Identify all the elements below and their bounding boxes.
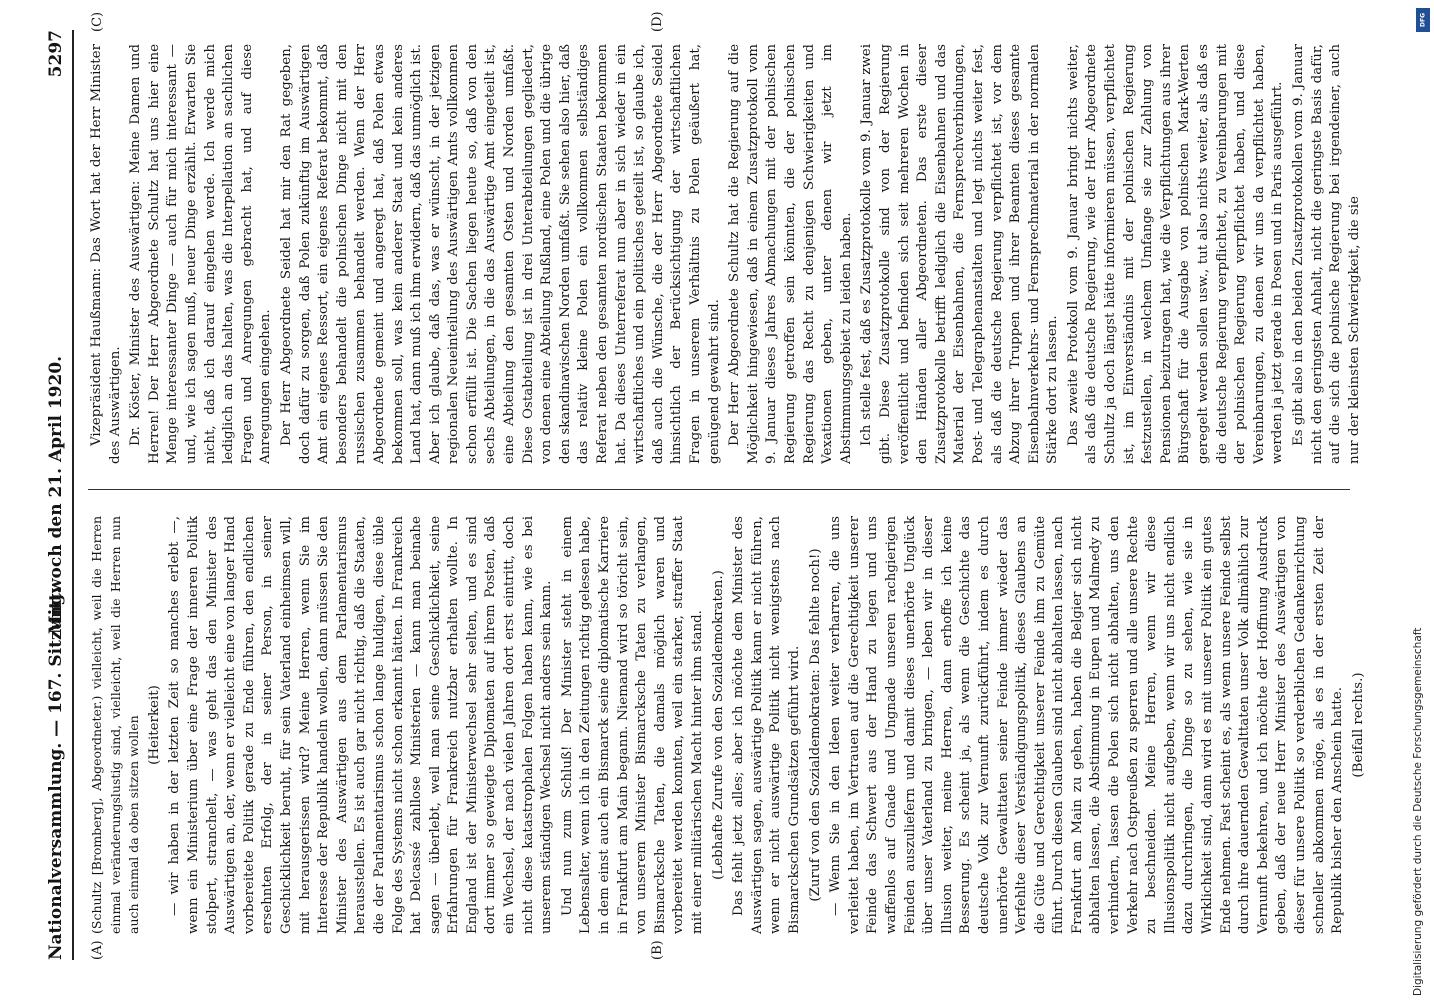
left-column (88, 516, 1370, 934)
paragraph: Es gibt also in den beiden Zusatzprotokollen vom 9. Januar nicht den geringsten Anhalt, nicht die geringste Basis dafür, auf die sich die polnische Regierung bei irgendeiner, auch nur der kleinsten Schwierigkeit, die sie (1291, 44, 1362, 464)
header-left: Nationalversammlung. — 167. Sitzung. (46, 587, 66, 960)
paragraph: — Wenn Sie in den Ideen weiter verharren, die uns verleitet haben, im Vertrauen auf die Gerechtigkeit unserer Feinde das Schwert aus der Hand zu legen und uns waffenlos auf Gnade und Ungnade unseren rachgierigen Feinden auszuliefern und damit dieses unerhörte Unglück über unser Vaterland zu bringen, — leben wir in dieser Illusion weiter, meine Herren, dann erhoffe ich keine Besserung. Es scheint ja, als wenn die Geschichte das deutsche Volk zur Vernunft zurückführt, indem es durch unerhörte Gewalttaten seiner Feinde immer wieder das Verfehlte dieser Verständigungspolitik, dieses Glaubens an die Güte und Gerechtigkeit unserer Feinde ihm zu Gemüte führt. Durch diesen Glauben sind nicht abhalten lassen, nach Frankfurt am Main zu gehen, haben die Belgier sich nicht abhalten lassen, die Abstimmung in Eupen und Malmedy zu verhindern, lassen die Polen sich nicht abhalten, uns den Verkehr nach Ostpreußen zu sperren und alle unsere Rechte zu beschneiden. Meine Herren, wenn wir diese Illusionspolitik nicht aufgeben, wenn wir uns nicht endlich dazu durchringen, die Dinge so zu sehen, wie sie in Wirklichkeit sind, dann wird es mit unserer Politik ein gutes Ende nehmen. Fast scheint es, als wenn unsere Feinde selbst durch ihre dauernden Gewalttaten unser Volk allmählich zur Vernunft bekehren, und ich möchte der Hoffnung Ausdruck geben, daß der neue Herr Minister des Auswärtigen von dieser für unsere Politik so verderblichen Gedankenrichtung schneller abkommen möge, als es in der ersten Zeit der Republik bisher den Anschein hatte. (828, 516, 1346, 934)
page-number: 5297 (46, 30, 66, 78)
paragraph: Vizepräsident Haußmann: Das Wort hat der Herr Minister des Auswärtigen. (89, 44, 123, 464)
header-date: Mittwoch den 21. April 1920. (46, 355, 66, 635)
digitization-notice: Digitalisierung gefördert durch die Deutsche Forschungsgemeinschaft (1412, 627, 1424, 996)
paragraph: Ich stelle fest, daß es Zusatzprotokolle vom 9. Januar zwei gibt. Diese Zusatzprotokolle sind von der Regierung veröffentlicht und befinden sich seit mehreren Wochen in den Händen aller Abgeordneten. Das erste dieser Zusatzprotokolle betrifft lediglich die Eisenbahnen und das Material der Eisenbahnen, die Fernsprechverbindungen, Post- und Telegraphenanstalten und legt nichts weiter fest, als daß die deutsche Regierung verpflichtet ist, vor dem Abzug ihrer Truppen und ihrer Beamten dieses gesamte Eisenbahnverkehrs- und Fernsprechmaterial in der normalen Stärke dort zu lassen. (859, 44, 1061, 464)
paragraph: (Heiterkeit) (146, 685, 162, 765)
paragraph: Und nun zum Schluß! Der Minister steht in einem Lebensalter, wenn ich in den Zeitungen richtig gelesen habe, in dem einst auch ein Bismarck seine diplomatische Karriere in Frankfurt am Main begann. Niemand wird so töricht sein, von unserem Minister Bismarcksche Taten zu verlangen, Bismarcksche Taten, die damals möglich waren und vorbereitet werden konnten, weil ein starker, straffer Staat mit einer militärischen Macht hinter ihm stand. (559, 516, 705, 934)
paragraph: Das zweite Protokoll vom 9. Januar bringt nichts weiter, als daß die deutsche Regierung, wie der Herr Abgeordnete Schultz ja doch längst hätte informieren müssen, verpflichtet ist, im Einverständnis mit der polnischen Regierung festzustellen, in welchem Umfange sie zur Zahlung von Pensionen beizutragen hat, wie die Verpflichtungen aus ihrer Bürgschaft für die Ausgabe von polnischen Mark-Werten geregelt werden sollen usw., tut also nichts weiter, als daß es die deutsche Regierung verpflichtet, zu Vereinbarungen mit der polnischen Regierung verpflichtet haben, und diese Vereinbarungen, zu denen wir uns da verpflichtet haben, werden ja jetzt gerade in Posen und in Paris ausgeführt. (1065, 44, 1286, 464)
paragraph: Dr. Köster, Minister des Auswärtigen: Meine Damen und Herren! Der Herr Abgeordnete Schultz hat uns hier eine Menge interessanter Dinge — auch für mich interessant — und, wie ich sagen muß, neuer Dinge erzählt. Erwarten Sie nicht, daß ich darauf eingehen werde. Ich werde mich lediglich an das halten, was die Interpellation an sachlichen Fragen und Anregungen gebracht hat, und auf diese Anregungen eingehen. (128, 44, 274, 464)
margin-letter-d: (D) (650, 11, 665, 32)
paragraph: (Lebhafte Zurufe von den Sozialdemokraten.) (710, 570, 726, 880)
margin-letter-c: (C) (90, 11, 105, 32)
paragraph: (Zuruf von den Sozialdemokraten: Das fehlte noch!) (807, 548, 823, 902)
paragraph: — wir haben in der letzten Zeit so manches erlebt —, wenn ein Ministerium über eine Frage der inneren Politik stolpert, stranchelt, — was geht das den Minister des Auswärtigen an, der, wenn er vielleicht eine von langer Hand vorbereitete Politik gerade zu Ende führen, den endlichen ersehnten Erfolg, der in seiner Person, in seiner Geschicklichkeit beruht, für sein Vaterland einheimsen will, mit herausgerissen wird? Meine Herren, wenn Sie im Interesse der Republik handeln wollen, dann müssen Sie den Minister des Auswärtigen aus dem Parlamentarismus herausstellen. Es ist auch gar nicht richtig, daß die Staaten, die der Parlamentarismus schon lange huldigen, diese üble Folge des Systems nicht schon erkannt hätten. In Frankreich hat Delcassé zahllose Ministerien — kann man beinahe sagen — überlebt, weil man seine Geschicklichkeit, seine Erfahrungen für Frankreich nutzbar erhalten wollte. In England ist der Ministerwechsel sehr selten, und es sind dort immer so gewiegte Diplomaten auf ihrem Posten, daß ein Wechsel, der nach vielen Jahren dort erst eintritt, doch nicht diese katastrophalen Folgen haben kann, wie es bei unserem ständigen Wechsel nicht anders sein kann. (167, 516, 555, 934)
margin-letter-a: (A) (90, 940, 105, 960)
paragraph: (Beifall rechts.) (1350, 672, 1366, 778)
column-divider (88, 489, 1350, 490)
paragraph: Der Herr Abgeordnete Schultz hat die Regierung auf die Möglichkeit hingewiesen, daß in einem Zusatzprotokoll vom 9. Januar dieses Jahres Abmachungen mit der polnischen Regierung getroffen sein könnten, die der polnischen Regierung das Recht zu denjenigen Schwierigkeiten und Vexationen geben, unter denen wir jetzt im Abstimmungsgebiet zu leiden haben. (727, 44, 854, 464)
page-header (38, 30, 74, 960)
paragraph: Der Herr Abgeordnete Seidel hat mir den Rat gegeben, doch dafür zu sorgen, daß Polen zukünftig im Auswärtigen Amt ein eigenes Ressort, ein eigenes Referat bekommt, daß besonders behandelt die polnischen Dinge nicht mit den russischen zusammen behandelt werden. Wenn der Herr Abgeordnete gemeint und angeregt hat, daß Polen etwas bekommen soll, was kein anderer Staat und kein anderes Land hat, dann muß ich ihm erwidern, daß das unmöglich ist. Aber ich glaube, daß das, was er wünscht, in der jetzigen regionalen Neueinteilung des Auswärtigen Amts vollkommen schon erfüllt ist. Die Sachen liegen heute so, daß von den sechs Abteilungen, in die das Auswärtige Amt eingeteilt ist, eine Abteilung den gesamten Osten und Norden umfaßt. Diese Ostabteilung ist in drei Unterabteilungen gegliedert, von denen eine Abteilung Rußland, eine Polen und die übrige den skandinavischen Norden umfaßt. Sie sehen also hier, daß das relativ kleine Polen ein vollkommen selbständiges Referat neben den gesamten nordischen Staaten bekommen hat. Da dieses Unterreferat nun aber in sich wieder in ein wirtschaftliches und ein politisches geteilt ist, so glaube ich, daß auch die Wünsche, die der Herr Abgeordnete Seidel hinsichtlich der Berücksichtigung der wirtschaftlichen Fragen in unserem Verhältnis zu Polen geäußert hat, genügend gewahrt sind. (278, 44, 722, 464)
paragraph: Das fehlt jetzt alles; aber ich möchte dem Minister des Auswärtigen sagen, auswärtige Politik kann er nicht führen, wenn er nicht auswärtige Politik nicht wenigstens nach Bismarckschen Grundsätzen geführt wird. (731, 516, 802, 934)
rotated-page (10, 10, 1410, 990)
paragraph: (Schultz [Bromberg], Abgeordneter.) vielleicht, weil die Herren einmal veränderungslustig sind, vielleicht, weil die Herren nun auch einmal da oben sitzen wollen (89, 516, 142, 934)
dfg-logo: DFG (1416, 8, 1430, 32)
right-column (88, 44, 1370, 464)
margin-letter-b: (B) (650, 940, 665, 960)
